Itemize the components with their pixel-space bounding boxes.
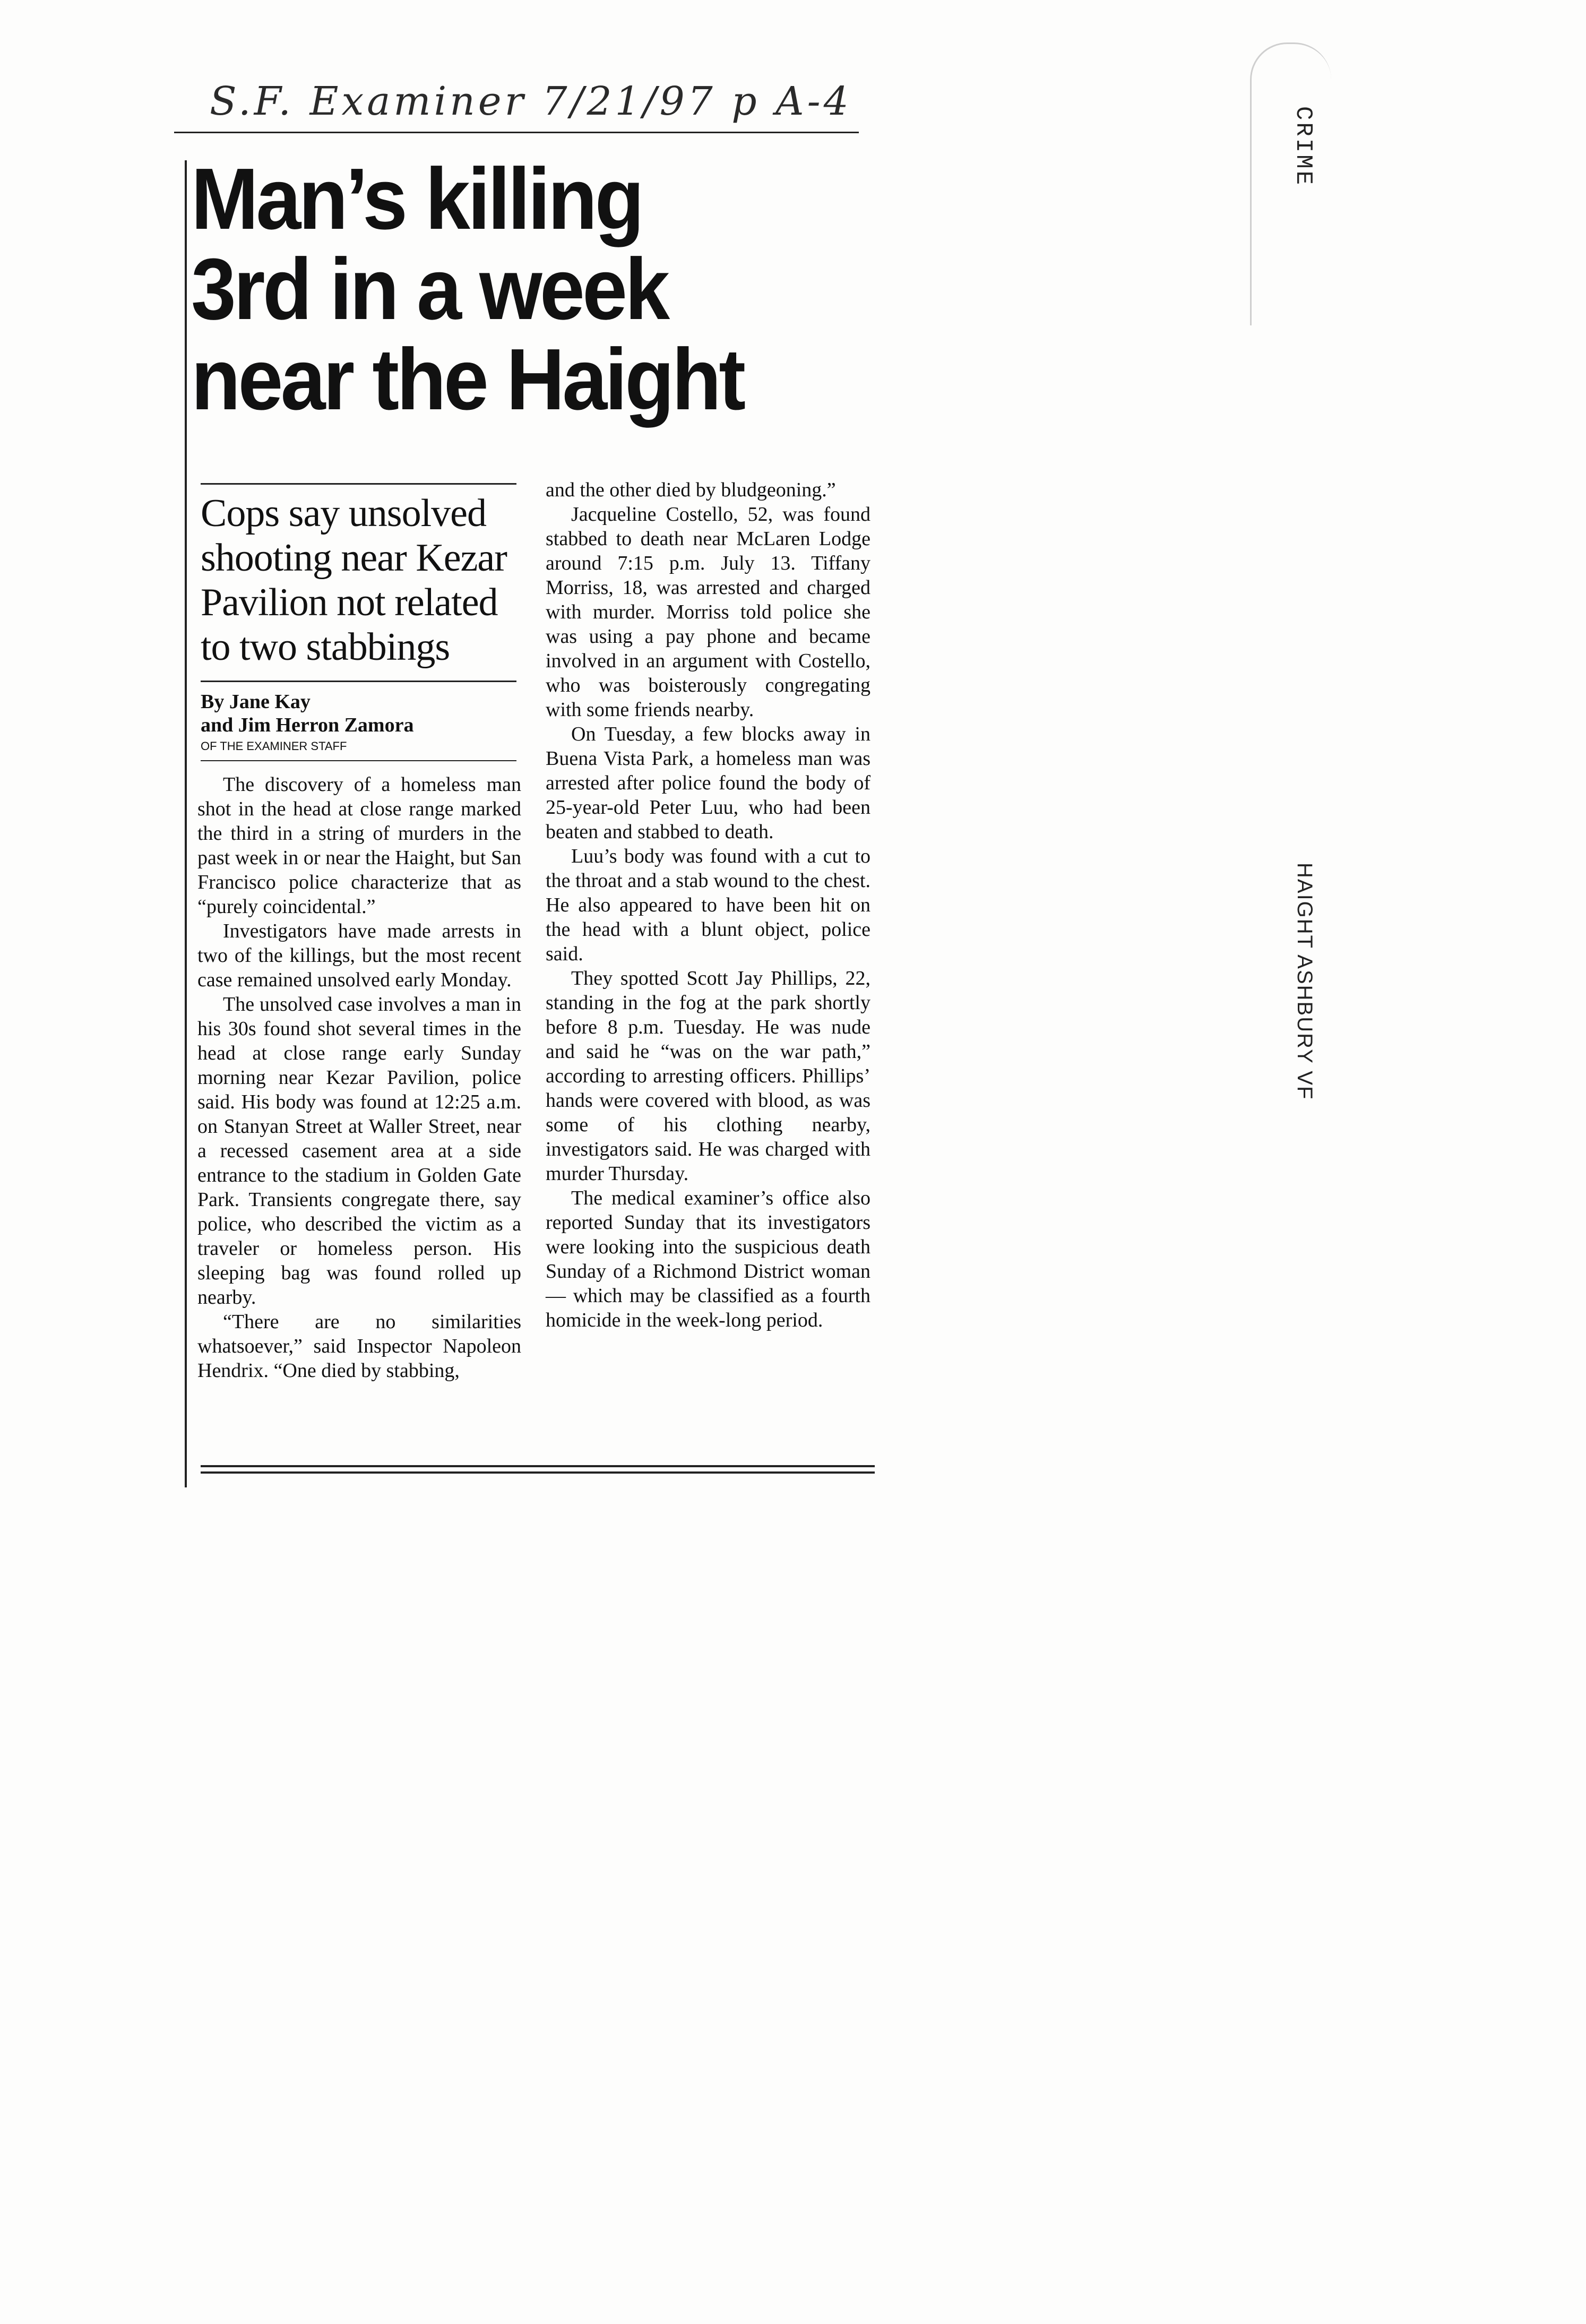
byline-author-1: By Jane Kay <box>201 691 311 713</box>
paragraph: Luu’s body was found with a cut to the throat and a stab wound to the chest. He also appeared to have been hit on the head with a blunt object, police said. <box>546 845 870 965</box>
handwritten-underline <box>174 132 859 133</box>
article-column-1 <box>197 772 521 1383</box>
byline <box>201 690 519 737</box>
deck-rule-top <box>201 483 516 485</box>
paragraph: Jacqueline Costello, 52, was found stabbed to death near McLaren Lodge around 7:15 p.m. July 13. Tiffany Morriss, 18, was arrested and charged with murder. Morriss told police she was using a pay phone and became involved in an argument with Costello, who was boisterously congregating with some friends nearby. <box>546 503 870 721</box>
headline-line-2: 3rd in a week <box>191 240 668 338</box>
folder-tab-label: CRIME <box>1290 106 1316 187</box>
deck-subheadline: Cops say unsolved shooting near Kezar Pavilion not related to two stabbings <box>201 492 507 669</box>
headline-line-1: Man’s killing <box>191 150 642 247</box>
paragraph: The discovery of a homeless man shot in the head at close range marked the third in a string of murders in the past week in or near the Haight, but San Francisco police characterize that as “purely coincidental.” <box>197 773 521 918</box>
paragraph: The medical examiner’s office also reported Sunday that its investigators were looking into the suspicious death Sunday of a Richmond District woman — which may be classified as a fourth homicide in the week-long period. <box>546 1187 870 1331</box>
paragraph: They spotted Scott Jay Phillips, 22, standing in the fog at the park shortly before 8 p.m. Tuesday. He was nude and said he “was on the war path,” according to arresting officers. Phillips’ hands were covered with blood, as was some of his clothing nearby, investigators said. He was charged with murder Thursday. <box>546 967 870 1185</box>
paragraph: The unsolved case involves a man in his 30s found shot several times in the head at close range early Sunday morning near Kezar Pavilion, police said. His body was found at 12:25 a.m. on Stanyan Street at Waller Street, near a recessed casement area at a side entrance to the stadium in Golden Gate Park. Transients congregate there, say police, who described the victim as a traveler or homeless person. His sleeping bag was found rolled up nearby. <box>197 993 521 1309</box>
deck-rule-bottom <box>201 681 516 682</box>
folder-label: HAIGHT ASHBURY VF <box>1293 863 1316 1100</box>
paragraph-continuation: and the other died by bludgeoning.” <box>546 479 836 501</box>
byline-rule <box>201 760 516 761</box>
end-rule <box>201 1465 875 1467</box>
paragraph: On Tuesday, a few blocks away in Buena Vista Park, a homeless man was arrested after police found the body of 25-year-old Peter Luu, who had been beaten and stabbed to death. <box>546 723 870 843</box>
article-column-2 <box>546 478 870 1332</box>
clipping-left-border <box>185 160 187 1487</box>
article-end-rules <box>201 1465 875 1478</box>
end-rule <box>201 1471 875 1474</box>
byline-author-2: and Jim Herron Zamora <box>201 714 414 736</box>
byline-staff: OF THE EXAMINER STAFF <box>201 739 347 753</box>
headline <box>191 150 833 428</box>
headline-line-3: near the Haight <box>191 331 744 428</box>
handwritten-source-note: S.F. Examiner 7/21/97 p A-4 <box>210 79 852 124</box>
paragraph: Investigators have made arrests in two of the killings, but the most recent case remained unsolved early Monday. <box>197 920 521 991</box>
paragraph: “There are no similarities whatsoever,” said Inspector Napoleon Hendrix. “One died by stabbing, <box>197 1311 521 1382</box>
